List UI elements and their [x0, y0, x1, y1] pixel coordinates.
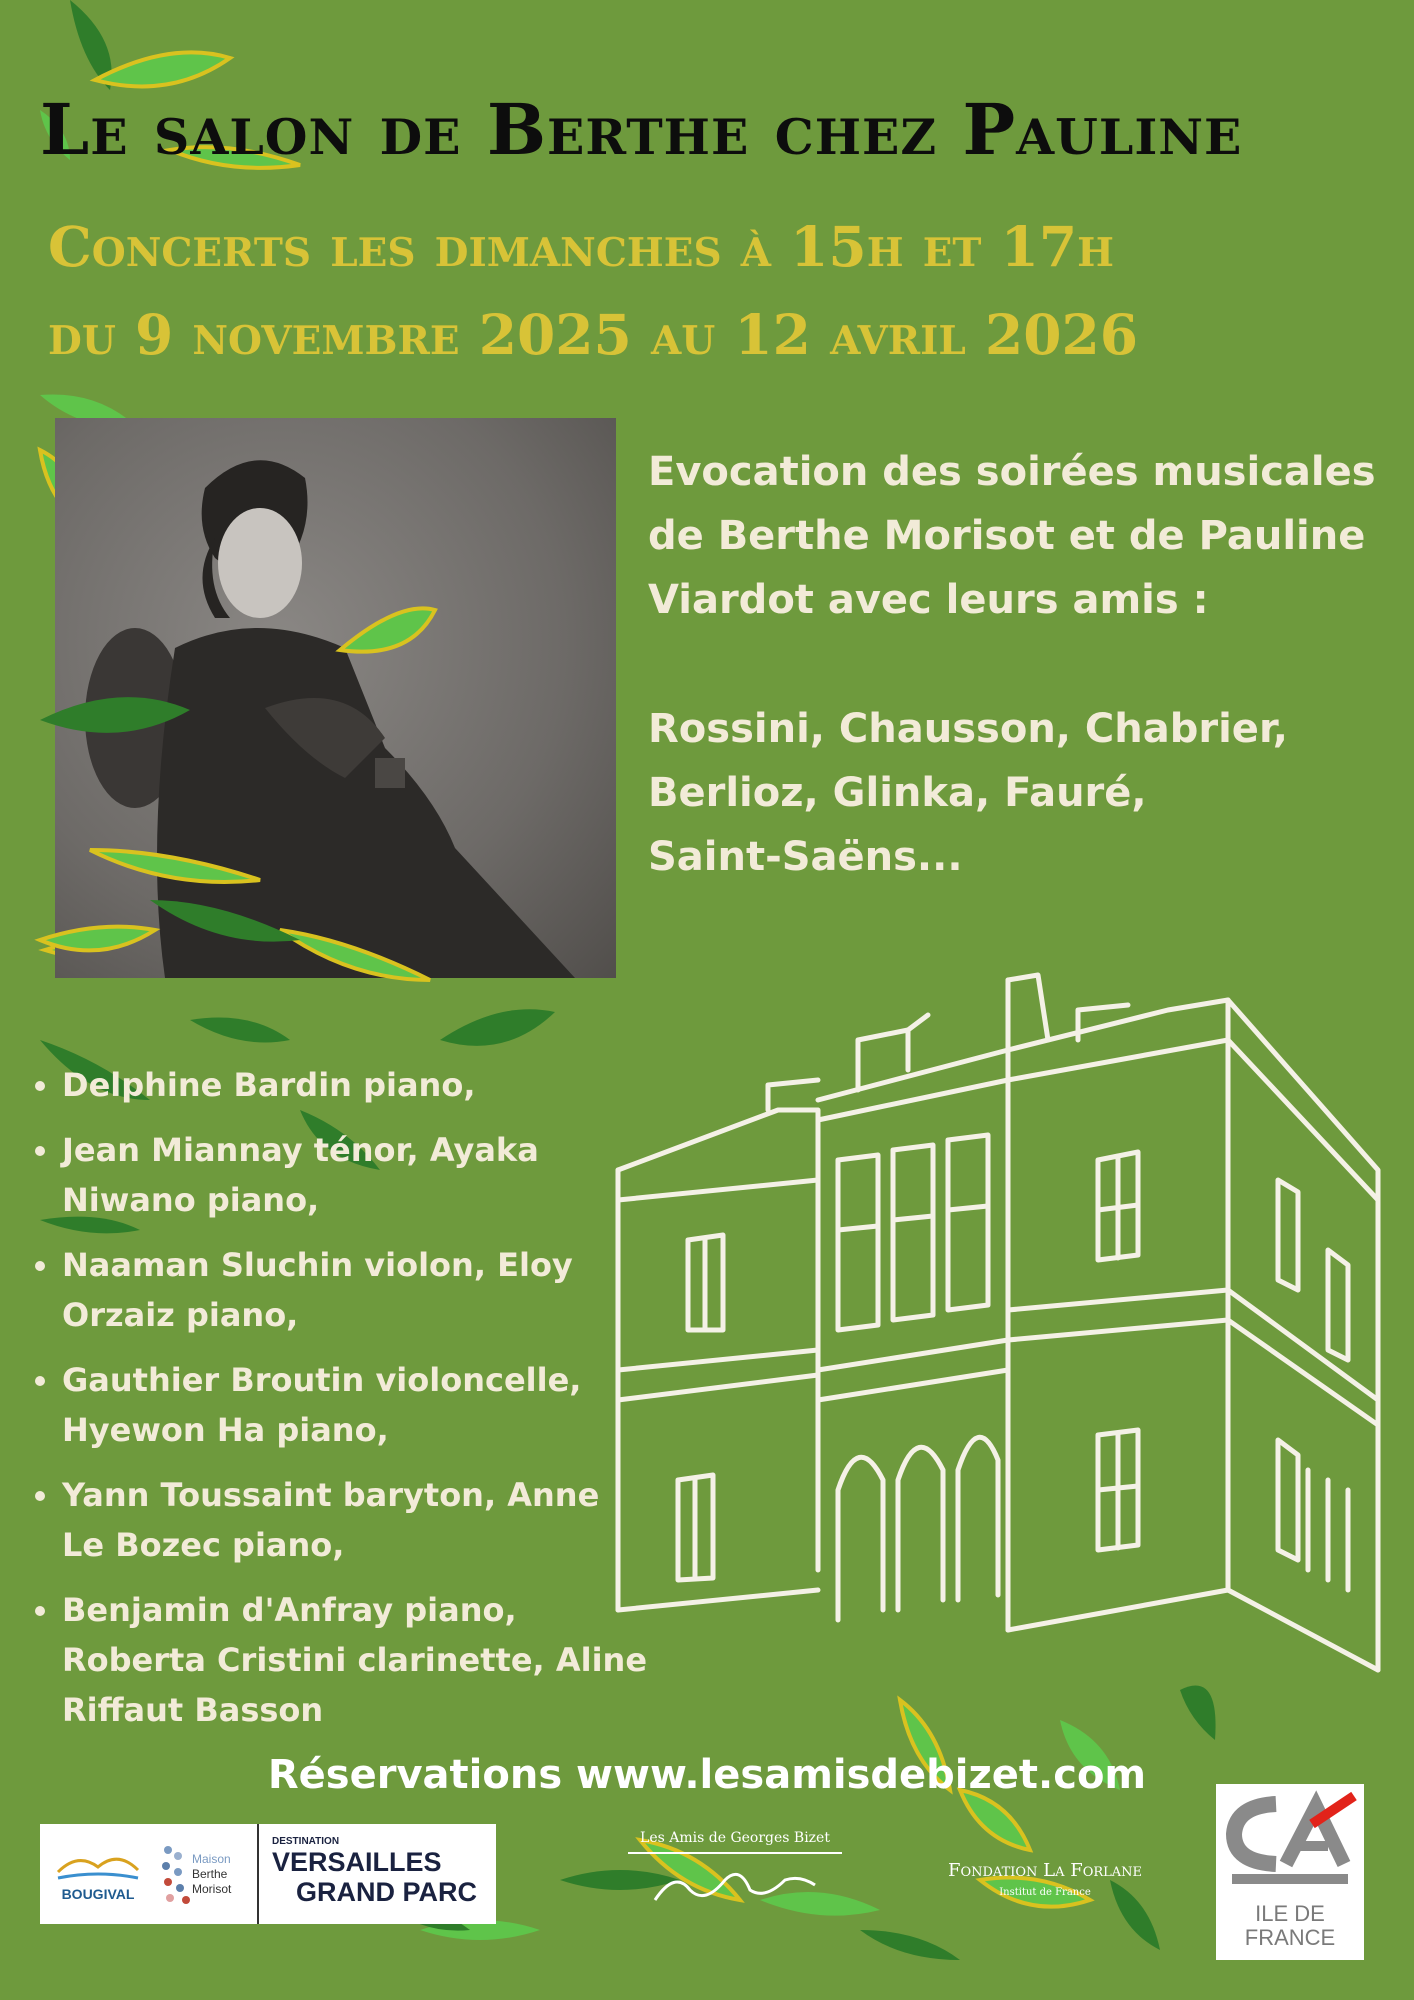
performer-item — [62, 1060, 662, 1110]
forlane-label: Fondation La Forlane — [947, 1860, 1143, 1881]
performer-line: Le Bozec piano, — [62, 1526, 345, 1564]
photo-leaves — [0, 380, 650, 1000]
performer-item — [62, 1355, 662, 1455]
bougival-label: BOUGIVAL — [61, 1886, 135, 1902]
divider — [257, 1824, 259, 1924]
maison-line: Morisot — [192, 1882, 232, 1896]
leaf — [95, 52, 230, 86]
versailles-logo — [272, 1836, 492, 1907]
leaf — [190, 1018, 290, 1043]
performer-line: Hyewon Ha piano, — [62, 1411, 389, 1449]
concert-schedule: Concerts les dimanches à 15h et 17h — [48, 214, 1114, 279]
grand-parc-label: GRAND PARC — [296, 1877, 477, 1907]
performer-line: Niwano piano, — [62, 1181, 320, 1219]
leaf — [280, 930, 430, 980]
performer-line: Naaman Sluchin violon, Eloy — [62, 1246, 573, 1284]
ca-line: ILE DE — [1255, 1901, 1325, 1926]
destination-label: DESTINATION — [272, 1836, 340, 1847]
performer-line: Jean Miannay ténor, Ayaka — [62, 1131, 539, 1169]
amis-bizet-logo — [620, 1830, 850, 1920]
performer-line: Yann Toussaint baryton, Anne — [62, 1476, 600, 1514]
divider — [628, 1852, 842, 1854]
concert-dates: du 9 novembre 2025 au 12 avril 2026 — [48, 302, 1139, 367]
leaf — [960, 1790, 1030, 1850]
forlane-sub-label: Institut de France — [999, 1887, 1091, 1898]
performer-line: Riffaut Basson — [62, 1691, 324, 1729]
ca-monogram-icon — [1216, 1784, 1364, 1894]
versailles-label: VERSAILLES — [272, 1847, 442, 1877]
intro-text — [648, 440, 1388, 632]
performer-item — [62, 1125, 662, 1225]
intro-line: de Berthe Morisot et de Pauline — [648, 513, 1366, 559]
signature-icon — [635, 1860, 835, 1910]
leaf — [1180, 1686, 1216, 1740]
intro-line: Viardot avec leurs amis : — [648, 577, 1209, 623]
performer-line: Orzaiz piano, — [62, 1296, 299, 1334]
leaf — [150, 900, 300, 942]
performer-line: Delphine Bardin piano, — [62, 1066, 476, 1104]
leaf — [860, 1930, 960, 1960]
poster-title: Le salon de Berthe chez Pauline — [40, 88, 1243, 171]
performer-line: Gauthier Broutin violoncelle, — [62, 1361, 582, 1399]
performer-item — [62, 1585, 662, 1735]
composers-line: Rossini, Chausson, Chabrier, — [648, 706, 1288, 752]
ca-line: FRANCE — [1244, 1925, 1336, 1950]
maison-line: Maison — [192, 1852, 231, 1866]
maison-morisot-label — [192, 1852, 231, 1897]
maison-line: Berthe — [192, 1867, 228, 1881]
bougival-logo — [48, 1842, 148, 1912]
composers-list — [648, 697, 1388, 889]
leaf — [40, 697, 190, 733]
performers-list — [30, 1060, 662, 1750]
maison-morisot-logo — [158, 1836, 248, 1916]
ca-region-label — [1216, 1902, 1364, 1950]
performer-item — [62, 1470, 662, 1570]
composers-line: Saint-Saëns... — [648, 834, 963, 880]
composers-line: Berlioz, Glinka, Fauré, — [648, 770, 1147, 816]
credit-agricole-logo — [1216, 1784, 1364, 1960]
leaf — [340, 608, 435, 651]
partner-logos — [40, 1824, 496, 1924]
bougival-hills-icon — [48, 1842, 148, 1882]
fondation-forlane-logo — [900, 1860, 1190, 1898]
intro-line: Evocation des soirées musicales — [648, 449, 1376, 495]
house-sketch — [608, 930, 1388, 1690]
leaf — [40, 927, 155, 951]
amis-bizet-label: Les Amis de Georges Bizet — [640, 1830, 830, 1846]
leaf — [90, 850, 260, 882]
performer-item — [62, 1240, 662, 1340]
performer-line: Benjamin d'Anfray piano, — [62, 1591, 517, 1629]
reservation-link[interactable]: Réservations www.lesamisdebizet.com — [267, 1752, 1147, 1798]
performer-line: Roberta Cristini clarinette, Aline — [62, 1641, 648, 1679]
leaf — [440, 1009, 555, 1046]
